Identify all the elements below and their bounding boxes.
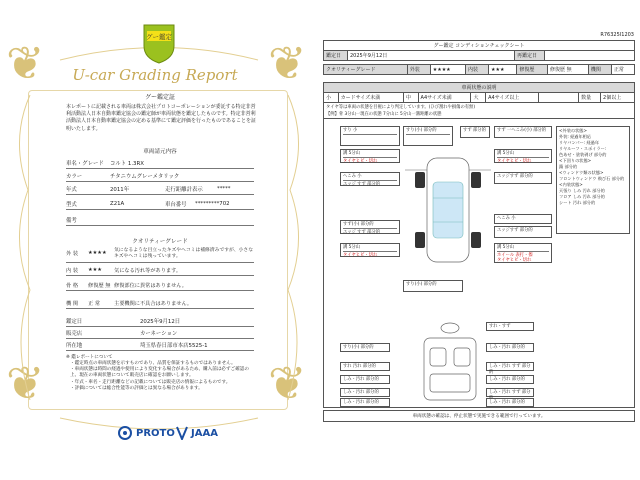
jaaa-logo: JAAA: [176, 426, 218, 440]
damage-box-left-5: 溝 5分山 タイヤヒビ・切れ: [340, 243, 400, 257]
condition-check-sheet: [318, 0, 640, 480]
ornament-top-left: ❦: [6, 36, 45, 90]
dealer-row: 販売店 カーネーション: [66, 327, 254, 339]
steering-wheel-icon: [441, 323, 459, 333]
interior-box-right-5: しみ・汚れ すず 部分: [486, 388, 534, 397]
proto-logo: PROTO: [118, 426, 175, 440]
vehicle-section-title: 車両請元内容: [143, 149, 177, 155]
damage-box-left-2: 溝 5分山 タイヤヒビ・切れ: [340, 149, 400, 163]
ornament-bottom-left: ❦: [6, 356, 45, 410]
damage-box-center-1: すり(小) 部分的: [403, 126, 453, 146]
interior-box-left-5: しみ・汚れ 部分的: [340, 398, 390, 407]
damage-box-center-5: 溝 5分山 ホイール 表打・擦 タイヤヒビ・切れ: [494, 243, 552, 263]
vehicle-row-remarks: 備考: [66, 214, 254, 226]
vehicle-row-name: 車名・グレード コルト 1.3RX: [66, 157, 254, 169]
car-interior-diagram: [410, 320, 490, 404]
damage-box-right-4: すり(小) 部分的: [403, 280, 463, 292]
quality-section-title: クオリティーグレード: [132, 239, 188, 245]
ornament-top-right: ❦: [268, 36, 307, 90]
address-row: 所在地 埼玉県春日部市本店5525-1: [66, 339, 254, 351]
interior-box-right-6: しみ・汚れ 部分的: [486, 398, 534, 407]
ornament-bottom-right: ❦: [268, 356, 307, 410]
vehicle-row-year: 年式 2011年 走行距離計表示 *****: [66, 183, 254, 195]
proto-logo-icon: [118, 426, 132, 440]
goo-kantei-logo: [141, 22, 177, 64]
sheet-header-table: グー鑑定 コンディションチェックシート 鑑定日 2025年9月12日 再鑑定日: [323, 40, 635, 61]
notes-list: ・鑑定時点の車両状態を示すものであり、品質を保証するものではありません。 ・車両状態は時間の経過や使用により変化する場合があるため、購入前は必ずご確認の上、現在の車両状態について販売店に確認をお願いします。 ・年式・車名・走行距離などの記載については販売店の情報によるものです。 ・評価については総合性能等の評価とは異なる場合があります。: [70, 361, 249, 391]
interior-box-right-3: しみ・汚れ すず 部分的: [486, 362, 534, 371]
inspection-date-row: 鑑定日 2025年9月12日: [66, 315, 254, 327]
damage-box-center-2: 溝 5分山 タイヤヒビ・切れ: [494, 149, 552, 163]
status-title: 車両状態の説明: [324, 83, 635, 93]
notes-title: ※ 鑑レポートについて: [66, 355, 113, 360]
interior-box-right-1: すれ・すず: [486, 322, 534, 331]
damage-box-left-1: すり 小: [340, 126, 400, 146]
report-title: U-car Grading Report: [72, 66, 238, 84]
condition-notes-box: <外装の状態> 外装: 経過年相応 リヤバンパー: 経過年 リヤルーフ・スポイラー: 色あせ・塗装剥げ 部分的 <下回りの状態> 錆 部分的 <ウィンドウ類の状態> フロントウィンドウ 飛び石 部分的 <内装状態> 天張り しみ 汚れ 部分的 フロア しみ 汚れ 部分的 シート 汚れ 部分的: [556, 126, 630, 234]
grade-table: クオリティーグレード 外装 ★★★★ 内装 ★★★ 修復歴 修復歴 無 機関 正常: [323, 64, 635, 75]
grading-certificate: [0, 0, 318, 480]
vehicle-row-color: カラー チタニウムグレーメタリック: [66, 170, 254, 182]
interior-box-left-3: しみ・汚れ 部分的: [340, 375, 390, 384]
sheet-title: グー鑑定 コンディションチェックシート: [324, 41, 635, 51]
jaaa-logo-icon: [176, 426, 188, 440]
damage-box-right-2: すず 一へこみ(小) 部分的: [494, 126, 552, 138]
interior-box-left-4: しみ・汚れ 部分的: [340, 388, 390, 397]
intro-text: 本レポートに記載される車両は株式会社プロトコーポレーションが委託する特定非営利活動法人日本自動車鑑定協会の鑑定師が車両状態を鑑定したものです。特定非営利活動法人日本自動車鑑定協会の定める基準にて鑑定評価を行ったものであることを証明いたします。: [66, 104, 257, 132]
damage-box-left-3: へこみ 小 エッジ すず 部分的: [340, 172, 400, 186]
damage-box-right-1: すず 部分的: [460, 126, 490, 138]
damage-box-center-4: エッジすず 部分的: [494, 226, 552, 238]
status-legend-table: 車両状態の説明 小 カードサイズ未満 中 A4サイズ未満 大 A4サイズ以上 数量 2個以上 タイヤ等は車両の状態を目視により判定しています。(ひび割れや損傷の有無) 【例】骨 3分山一現在の状態 7分山に 5分山一溝距離の状態: [323, 82, 635, 119]
interior-box-left-1: すり(小) 部分的: [340, 343, 390, 352]
damage-box-center-3: エッジすず 部分的: [494, 172, 552, 184]
damage-box-left-4: すず(小) 部分的 エッジ すず 部分的: [340, 220, 400, 234]
reference-number: R76325I1203: [600, 32, 634, 38]
sheet-footer-note: 車両状態の確認は、停止状態で実施できる範囲で行っています。: [323, 410, 635, 422]
quality-row-interior: 内 装 ★★★ 気になる汚れ等があります。: [66, 265, 254, 276]
interior-box-right-2: しみ・汚れ 部分的: [486, 343, 534, 352]
quality-row-exterior: 外 装 ★★★★ 気になるような目立ったキズやヘコミは補修済みですが、小さなキズやヘコミは残っています。: [66, 247, 254, 263]
interior-box-right-4: しみ・汚れ 部分的: [486, 375, 534, 384]
cert-label: グー鑑定証: [144, 94, 175, 101]
car-top-view-diagram: [403, 150, 493, 270]
interior-box-left-2: すれ 汚れ 部分的: [340, 362, 390, 371]
vehicle-row-model: 型式 Z21A 車台番号 *********702: [66, 198, 254, 210]
quality-row-frame: 骨 格 修復歴 無 修復部位に異常はありません。: [66, 280, 254, 291]
svg-text:グー鑑定: グー鑑定: [146, 33, 172, 41]
quality-row-engine: 機 関 正 常 主要機関に不具合はありません。: [66, 298, 254, 309]
damage-box-right-3: へこみ 小: [494, 214, 552, 224]
